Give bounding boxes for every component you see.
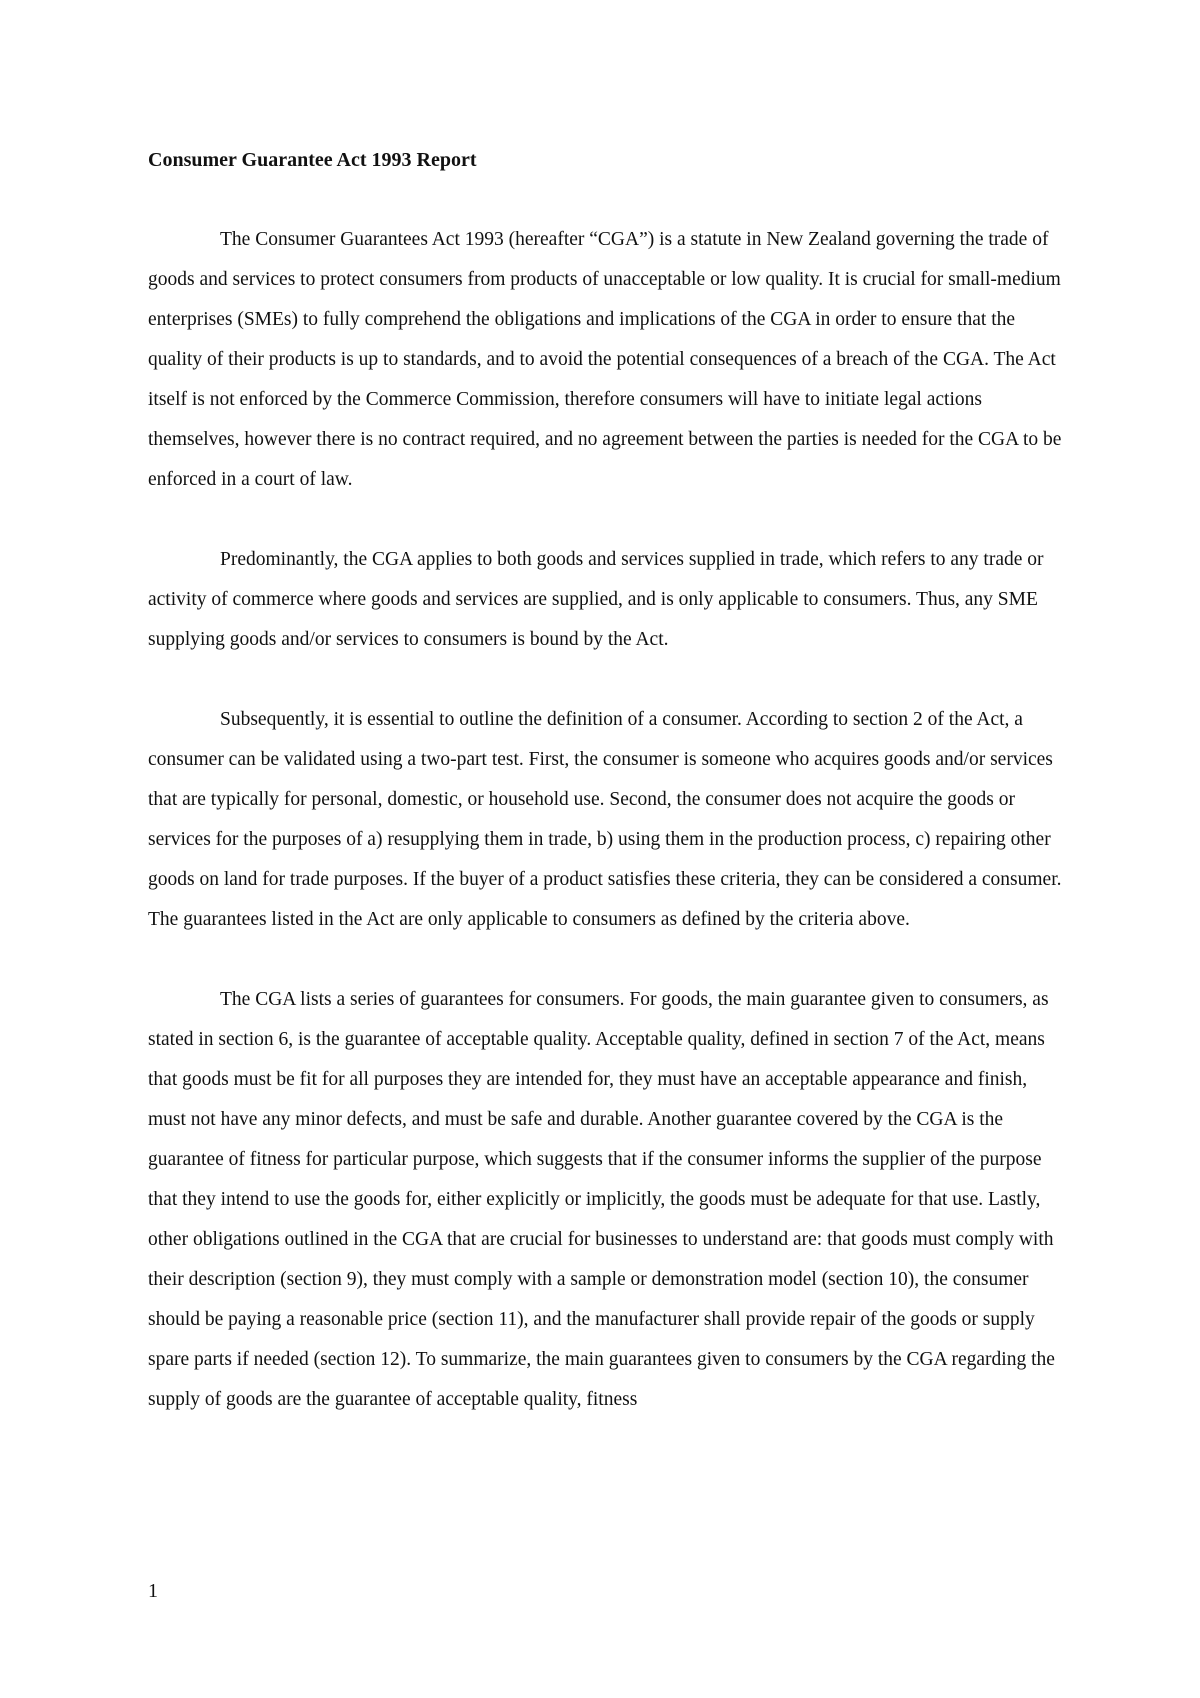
document-body bbox=[148, 140, 1068, 1420]
paragraph-consumer-definition: Subsequently, it is essential to outline the definition of a consumer. According to section 2 of the Act, a consumer can be validated using a two-part test. First, the consumer is someone who acquires goods and/or services that are typically for personal, domestic, or household use. Second, the consumer does not acquire the goods or services for the purposes of a) resupplying them in trade, b) using them in the production process, c) repairing other goods on land for trade purposes. If the buyer of a product satisfies these criteria, they can be considered a consumer. The guarantees listed in the Act are only applicable to consumers as defined by the criteria above. bbox=[148, 709, 1062, 930]
document-title: Consumer Guarantee Act 1993 Report bbox=[148, 149, 477, 171]
paragraph-guarantees: The CGA lists a series of guarantees for consumers. For goods, the main guarantee given to consumers, as stated in section 6, is the guarantee of acceptable quality. Acceptable quality, defined in section 7 of the Act, means that goods must be fit for all purposes they are intended for, they must have an acceptable appearance and finish, must not have any minor defects, and must be safe and durable. Another guarantee covered by the CGA is the guarantee of fitness for particular purpose, which suggests that if the consumer informs the supplier of the purpose that they intend to use the goods for, either explicitly or implicitly, the goods must be adequate for that use. Lastly, other obligations outlined in the CGA that are crucial for businesses to understand are: that goods must comply with their description (section 9), they must comply with a sample or demonstration model (section 10), the consumer should be paying a reasonable price (section 11), and the manufacturer shall provide repair of the goods or supply spare parts if needed (section 12). To summarize, the main guarantees given to consumers by the CGA regarding the supply of goods are the guarantee of acceptable quality, fitness bbox=[148, 989, 1055, 1410]
paragraph-introduction: The Consumer Guarantees Act 1993 (hereafter “CGA”) is a statute in New Zealand governing the trade of goods and services to protect consumers from products of unacceptable or low quality. It is crucial for small-medium enterprises (SMEs) to fully comprehend the obligations and implications of the CGA in order to ensure that the quality of their products is up to standards, and to avoid the potential consequences of a breach of the CGA. The Act itself is not enforced by the Commerce Commission, therefore consumers will have to initiate legal actions themselves, however there is no contract required, and no agreement between the parties is needed for the CGA to be enforced in a court of law. bbox=[148, 229, 1062, 490]
paragraph-scope: Predominantly, the CGA applies to both goods and services supplied in trade, which refers to any trade or activity of commerce where goods and services are supplied, and is only applicable to consumers. Thus, any SME supplying goods and/or services to consumers is bound by the Act. bbox=[148, 549, 1044, 650]
page-number: 1 bbox=[148, 1580, 158, 1602]
